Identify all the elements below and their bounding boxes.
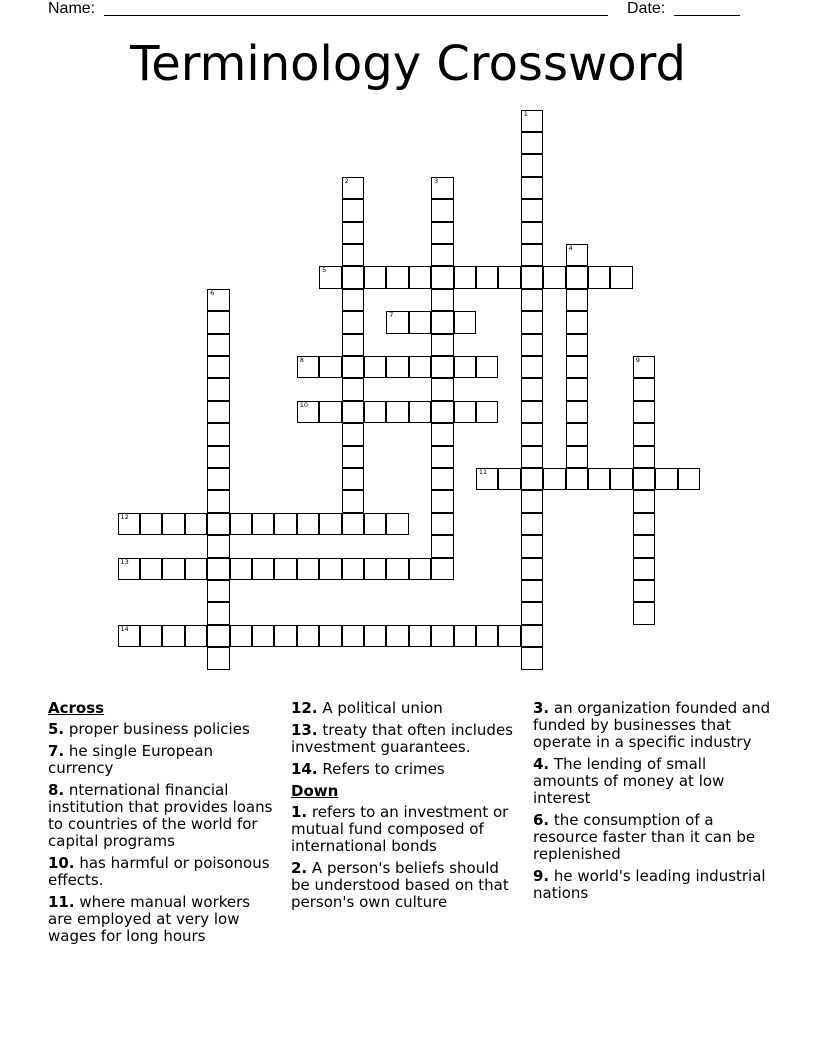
grid-cell[interactable] <box>431 177 454 200</box>
grid-cell[interactable] <box>364 356 387 379</box>
grid-cell[interactable] <box>476 625 499 648</box>
name-label: Name: <box>48 0 96 17</box>
clue-number: 6 <box>210 288 215 297</box>
grid-cell[interactable] <box>319 401 342 424</box>
grid-cell[interactable] <box>521 558 544 581</box>
grid-cell[interactable] <box>610 266 633 289</box>
grid-cell[interactable] <box>364 625 387 648</box>
clue-number: 12 <box>120 512 129 521</box>
grid-cell[interactable] <box>431 558 454 581</box>
clue-number-label: 10. <box>48 854 75 872</box>
grid-cell[interactable] <box>409 311 432 334</box>
grid-cell[interactable] <box>633 468 656 491</box>
grid-cell[interactable] <box>454 401 477 424</box>
clue-item <box>533 700 773 751</box>
clue-number: 10 <box>299 400 308 409</box>
grid-cell[interactable] <box>521 401 544 424</box>
clue-item <box>291 860 521 911</box>
grid-cell[interactable] <box>207 311 230 334</box>
grid-cell[interactable] <box>521 110 544 133</box>
grid-cell[interactable] <box>274 558 297 581</box>
grid-cell[interactable] <box>521 177 544 200</box>
grid-cell[interactable] <box>140 625 163 648</box>
clue-number-label: 14. <box>291 760 318 778</box>
grid-cell[interactable] <box>633 558 656 581</box>
clue-item <box>291 804 521 855</box>
grid-cell[interactable] <box>118 625 141 648</box>
grid-cell[interactable] <box>431 356 454 379</box>
grid-cell[interactable] <box>521 625 544 648</box>
clue-item <box>48 743 273 777</box>
grid-cell[interactable] <box>633 401 656 424</box>
clue-number-label: 1. <box>291 803 308 821</box>
clue-number-label: 13. <box>291 721 318 739</box>
grid-cell[interactable] <box>521 468 544 491</box>
clue-number: 5 <box>322 266 327 275</box>
grid-cell[interactable] <box>409 625 432 648</box>
grid-cell[interactable] <box>521 244 544 267</box>
grid-cell[interactable] <box>207 446 230 469</box>
grid-cell[interactable] <box>431 401 454 424</box>
grid-cell[interactable] <box>342 378 365 401</box>
grid-cell[interactable] <box>678 468 701 491</box>
grid-cell[interactable] <box>252 625 275 648</box>
grid-cell[interactable] <box>342 356 365 379</box>
grid-cell[interactable] <box>386 558 409 581</box>
grid-cell[interactable] <box>386 266 409 289</box>
grid-cell[interactable] <box>521 222 544 245</box>
grid-cell[interactable] <box>521 602 544 625</box>
grid-cell[interactable] <box>431 266 454 289</box>
grid-cell[interactable] <box>207 490 230 513</box>
grid-cell[interactable] <box>431 222 454 245</box>
grid-cell[interactable] <box>364 558 387 581</box>
grid-cell[interactable] <box>431 378 454 401</box>
clue-text: where manual workers are employed at very low wages for long hours <box>48 893 251 945</box>
grid-cell[interactable] <box>319 513 342 536</box>
grid-cell[interactable] <box>319 558 342 581</box>
grid-cell[interactable] <box>566 468 589 491</box>
grid-cell[interactable] <box>521 356 544 379</box>
page-title: Terminology Crossword <box>130 36 686 92</box>
clue-text: has harmful or poisonous effects. <box>48 854 270 889</box>
clue-number-label: 11. <box>48 893 75 911</box>
clue-text: the consumption of a resource faster than it can be replenished <box>533 811 756 863</box>
grid-cell[interactable] <box>207 423 230 446</box>
grid-cell[interactable] <box>364 513 387 536</box>
grid-cell[interactable] <box>633 356 656 379</box>
grid-cell[interactable] <box>431 625 454 648</box>
grid-cell[interactable] <box>342 311 365 334</box>
grid-cell[interactable] <box>566 356 589 379</box>
clue-item <box>48 894 273 945</box>
grid-cell[interactable] <box>386 401 409 424</box>
grid-cell[interactable] <box>521 132 544 155</box>
grid-cell[interactable] <box>431 311 454 334</box>
grid-cell[interactable] <box>454 311 477 334</box>
grid-cell[interactable] <box>386 625 409 648</box>
grid-cell[interactable] <box>588 468 611 491</box>
grid-cell[interactable] <box>386 356 409 379</box>
clue-number-label: 8. <box>48 781 65 799</box>
grid-cell[interactable] <box>476 356 499 379</box>
grid-cell[interactable] <box>521 154 544 177</box>
clue-item <box>291 722 521 756</box>
grid-cell[interactable] <box>431 423 454 446</box>
grid-cell[interactable] <box>297 401 320 424</box>
down-heading: Down <box>291 782 339 800</box>
grid-cell[interactable] <box>230 558 253 581</box>
grid-cell[interactable] <box>252 513 275 536</box>
clue-text: refers to an investment or mutual fund composed of international bonds <box>291 803 509 855</box>
grid-cell[interactable] <box>185 625 208 648</box>
grid-cell[interactable] <box>297 356 320 379</box>
grid-cell[interactable] <box>207 289 230 312</box>
grid-cell[interactable] <box>409 266 432 289</box>
grid-cell[interactable] <box>566 311 589 334</box>
grid-cell[interactable] <box>476 401 499 424</box>
clue-item <box>48 782 273 850</box>
grid-cell[interactable] <box>633 580 656 603</box>
clue-text: treaty that often includes investment guarantees. <box>291 721 513 756</box>
clue-number: 7 <box>389 311 394 320</box>
clue-number-label: 12. <box>291 699 318 717</box>
grid-cell[interactable] <box>162 558 185 581</box>
grid-cell[interactable] <box>342 513 365 536</box>
grid-cell[interactable] <box>342 558 365 581</box>
grid-cell[interactable] <box>386 311 409 334</box>
grid-cell[interactable] <box>521 199 544 222</box>
grid-cell[interactable] <box>521 423 544 446</box>
grid-cell[interactable] <box>454 356 477 379</box>
grid-cell[interactable] <box>118 513 141 536</box>
grid-cell[interactable] <box>431 199 454 222</box>
grid-cell[interactable] <box>342 446 365 469</box>
clue-text: A political union <box>317 699 443 717</box>
grid-cell[interactable] <box>342 468 365 491</box>
grid-cell[interactable] <box>431 244 454 267</box>
grid-cell[interactable] <box>498 468 521 491</box>
grid-cell[interactable] <box>521 490 544 513</box>
grid-cell[interactable] <box>207 602 230 625</box>
clue-item <box>533 756 773 807</box>
grid-cell[interactable] <box>207 580 230 603</box>
grid-cell[interactable] <box>566 446 589 469</box>
grid-cell[interactable] <box>364 401 387 424</box>
grid-cell[interactable] <box>521 289 544 312</box>
clue-number: 3 <box>434 176 439 185</box>
grid-cell[interactable] <box>431 334 454 357</box>
grid-cell[interactable] <box>274 625 297 648</box>
clue-text: an organization founded and funded by businesses that operate in a specific industry <box>533 699 771 751</box>
grid-cell[interactable] <box>610 468 633 491</box>
clue-number-label: 4. <box>533 755 550 773</box>
grid-cell[interactable] <box>342 266 365 289</box>
grid-cell[interactable] <box>342 289 365 312</box>
grid-cell[interactable] <box>140 558 163 581</box>
grid-cell[interactable] <box>566 423 589 446</box>
grid-cell[interactable] <box>207 558 230 581</box>
grid-cell[interactable] <box>566 401 589 424</box>
clue-item <box>291 761 521 778</box>
grid-cell[interactable] <box>409 558 432 581</box>
grid-cell[interactable] <box>409 401 432 424</box>
grid-cell[interactable] <box>431 446 454 469</box>
grid-cell[interactable] <box>633 378 656 401</box>
clue-number-label: 3. <box>533 699 550 717</box>
grid-cell[interactable] <box>498 266 521 289</box>
grid-cell[interactable] <box>655 468 678 491</box>
grid-cell[interactable] <box>230 513 253 536</box>
across-heading: Across <box>48 699 105 717</box>
grid-cell[interactable] <box>342 177 365 200</box>
grid-cell[interactable] <box>633 535 656 558</box>
grid-cell[interactable] <box>476 266 499 289</box>
grid-cell[interactable] <box>476 468 499 491</box>
grid-cell[interactable] <box>140 513 163 536</box>
clue-number: 4 <box>568 243 573 252</box>
clue-number: 8 <box>299 355 304 364</box>
grid-cell[interactable] <box>566 378 589 401</box>
grid-cell[interactable] <box>118 558 141 581</box>
clue-text: he world's leading industrial nations <box>533 867 766 902</box>
clue-number: 13 <box>120 557 129 566</box>
grid-cell[interactable] <box>566 266 589 289</box>
clue-item <box>48 855 273 889</box>
grid-cell[interactable] <box>252 558 275 581</box>
grid-cell[interactable] <box>454 625 477 648</box>
grid-cell[interactable] <box>319 356 342 379</box>
grid-cell[interactable] <box>207 535 230 558</box>
grid-cell[interactable] <box>162 625 185 648</box>
grid-cell[interactable] <box>521 266 544 289</box>
grid-cell[interactable] <box>521 580 544 603</box>
clue-number: 11 <box>478 467 488 476</box>
clues-column-1 <box>48 700 273 950</box>
grid-cell[interactable] <box>342 244 365 267</box>
clue-number: 2 <box>344 176 349 185</box>
clue-number: 14 <box>120 624 129 633</box>
grid-cell[interactable] <box>431 513 454 536</box>
grid-cell[interactable] <box>230 625 253 648</box>
grid-cell[interactable] <box>342 222 365 245</box>
grid-cell[interactable] <box>633 446 656 469</box>
grid-cell[interactable] <box>342 334 365 357</box>
grid-cell[interactable] <box>431 289 454 312</box>
grid-cell[interactable] <box>342 423 365 446</box>
grid-cell[interactable] <box>297 513 320 536</box>
clue-item <box>533 868 773 902</box>
clues-column-2 <box>291 700 521 916</box>
grid-cell[interactable] <box>521 378 544 401</box>
grid-cell[interactable] <box>431 535 454 558</box>
grid-cell[interactable] <box>521 446 544 469</box>
clue-text: he single European currency <box>48 742 214 777</box>
grid-cell[interactable] <box>185 513 208 536</box>
grid-cell[interactable] <box>521 334 544 357</box>
grid-cell[interactable] <box>431 468 454 491</box>
grid-cell[interactable] <box>207 647 230 670</box>
grid-cell[interactable] <box>633 602 656 625</box>
clue-item <box>291 700 521 717</box>
grid-cell[interactable] <box>207 334 230 357</box>
grid-cell[interactable] <box>342 625 365 648</box>
grid-cell[interactable] <box>319 266 342 289</box>
grid-cell[interactable] <box>566 244 589 267</box>
grid-cell[interactable] <box>521 647 544 670</box>
grid-cell[interactable] <box>207 356 230 379</box>
grid-cell[interactable] <box>342 199 365 222</box>
clue-number-label: 7. <box>48 742 65 760</box>
grid-cell[interactable] <box>207 378 230 401</box>
grid-cell[interactable] <box>431 490 454 513</box>
clues-column-3 <box>533 700 773 907</box>
grid-cell[interactable] <box>409 356 432 379</box>
grid-cell[interactable] <box>566 334 589 357</box>
clue-number-label: 9. <box>533 867 550 885</box>
grid-cell[interactable] <box>207 468 230 491</box>
clue-item <box>533 812 773 863</box>
grid-cell[interactable] <box>588 266 611 289</box>
grid-cell[interactable] <box>521 311 544 334</box>
clue-text: A person's beliefs should be understood based on that person's own culture <box>291 859 509 911</box>
grid-cell[interactable] <box>185 558 208 581</box>
grid-cell[interactable] <box>543 266 566 289</box>
grid-cell[interactable] <box>566 289 589 312</box>
grid-cell[interactable] <box>521 513 544 536</box>
grid-cell[interactable] <box>274 513 297 536</box>
clue-item <box>48 721 273 738</box>
grid-cell[interactable] <box>454 266 477 289</box>
grid-cell[interactable] <box>207 625 230 648</box>
clue-text: Refers to crimes <box>317 760 445 778</box>
grid-cell[interactable] <box>207 513 230 536</box>
grid-cell[interactable] <box>364 266 387 289</box>
clue-number-label: 2. <box>291 859 308 877</box>
grid-cell[interactable] <box>297 558 320 581</box>
clue-number-label: 6. <box>533 811 550 829</box>
grid-cell[interactable] <box>297 625 320 648</box>
grid-cell[interactable] <box>543 468 566 491</box>
grid-cell[interactable] <box>633 513 656 536</box>
clue-number: 1 <box>523 109 528 118</box>
clue-text: The lending of small amounts of money at low interest <box>533 755 725 807</box>
grid-cell[interactable] <box>498 625 521 648</box>
clue-text: nternational financial institution that provides loans to countries of the world for capital programs <box>48 781 273 850</box>
grid-cell[interactable] <box>342 490 365 513</box>
grid-cell[interactable] <box>319 625 342 648</box>
date-label: Date: <box>627 0 666 17</box>
grid-cell[interactable] <box>521 535 544 558</box>
clue-text: proper business policies <box>64 720 250 738</box>
grid-cell[interactable] <box>633 423 656 446</box>
grid-cell[interactable] <box>633 490 656 513</box>
grid-cell[interactable] <box>162 513 185 536</box>
clue-number: 9 <box>635 355 640 364</box>
grid-cell[interactable] <box>207 401 230 424</box>
grid-cell[interactable] <box>342 401 365 424</box>
clue-number-label: 5. <box>48 720 65 738</box>
grid-cell[interactable] <box>386 513 409 536</box>
